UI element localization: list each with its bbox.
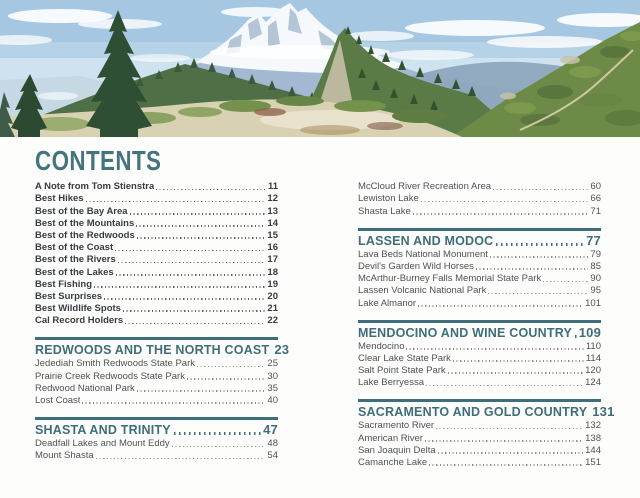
toc-entry-page: 21 (267, 303, 278, 315)
chapter-title: LASSEN AND MODOC (358, 233, 494, 248)
toc-entry-label: Best Wildlife Spots (35, 303, 121, 315)
dot-leader (172, 446, 266, 448)
toc-entry-label: Best Fishing (35, 278, 93, 290)
toc-entry-page: 71 (590, 205, 601, 217)
toc-entry-row (35, 192, 278, 204)
toc-entry-row (35, 437, 278, 449)
dot-leader (438, 452, 584, 454)
toc-entry-row (358, 260, 601, 272)
toc-entry-page: 13 (267, 205, 278, 217)
toc-entry-row (35, 265, 278, 277)
chapter-title: MENDOCINO AND WINE COUNTRY (358, 325, 572, 340)
toc-entry-page: 138 (585, 432, 601, 444)
toc-entry-page: 114 (585, 352, 601, 364)
toc-entry-row (35, 357, 278, 369)
chapter-page: 77 (586, 232, 601, 248)
dot-leader (174, 432, 261, 435)
toc-entry-row (358, 284, 601, 296)
toc-entry-label: Redwood National Park (35, 382, 135, 394)
chapter-title: REDWOODS AND THE NORTH COAST (35, 343, 270, 358)
toc-entry-page: 18 (267, 266, 278, 278)
dot-leader (418, 305, 583, 307)
toc-entry-label: Best of the Bay Area (35, 205, 128, 217)
toc-entry-label: Lava Beds National Monument (358, 248, 488, 260)
toc-entry-row (358, 419, 601, 431)
page-title: CONTENTS (35, 145, 162, 176)
toc-column-left (35, 145, 290, 468)
toc-entry-page: 66 (590, 193, 601, 205)
toc-entry-page: 22 (267, 315, 278, 327)
toc-entry-page: 120 (585, 365, 601, 377)
toc-entry-page: 60 (590, 181, 601, 193)
toc-entry-page: 95 (590, 285, 601, 297)
toc-entry-label: Best of the Coast (35, 242, 114, 254)
toc-entry-row (358, 272, 601, 284)
dot-leader (436, 428, 583, 430)
toc-entry-row (35, 229, 278, 241)
toc-entry-page: 12 (267, 193, 278, 205)
toc-entry-label: Lewiston Lake (358, 193, 419, 205)
toc-entry-label: Jedediah Smith Redwoods State Park (35, 358, 196, 370)
toc-entry-page: 54 (267, 450, 278, 462)
toc-entry-page: 16 (267, 242, 278, 254)
toc-entry-row (35, 394, 278, 406)
toc-sections-right (358, 180, 615, 468)
toc-entry-label: Cal Record Holders (35, 315, 124, 327)
toc-entry-label: San Joaquin Delta (358, 444, 436, 456)
dot-leader (137, 237, 266, 239)
dot-leader (104, 298, 265, 300)
contents-body (0, 137, 640, 468)
dot-leader (96, 458, 266, 460)
chapter-rule (358, 320, 601, 323)
toc-entry-row (358, 376, 601, 388)
dot-leader (187, 378, 265, 380)
chapter-rule (35, 337, 278, 340)
dot-leader (130, 213, 266, 215)
toc-entry-page: 101 (585, 297, 601, 309)
toc-entry-row (358, 340, 601, 352)
toc-entry-label: Mendocino (358, 340, 405, 352)
toc-entry-page: 151 (585, 457, 601, 468)
toc-entry-row (35, 253, 278, 265)
toc-entry-row (358, 364, 601, 376)
dot-leader (413, 213, 589, 215)
toc-entry-label: Camanche Lake (358, 457, 428, 468)
toc-entry-label: A Note from Tom Stienstra (35, 181, 155, 193)
dot-leader (94, 286, 265, 288)
dot-leader (123, 310, 265, 312)
toc-entry-page: 20 (267, 290, 278, 302)
toc-entry-row (35, 241, 278, 253)
toc-entry-page: 144 (585, 444, 601, 456)
chapter-rule (35, 417, 278, 420)
toc-entry-label: Best of the Mountains (35, 217, 135, 229)
chapter-rule (358, 399, 601, 402)
toc-entry-label: Devil's Garden Wild Horses (358, 260, 474, 272)
toc-entry-row (358, 431, 601, 443)
chapter-title: SHASTA AND TRINITY (35, 423, 171, 437)
toc-entry-label: Best of the Lakes (35, 266, 114, 278)
toc-entry-row (35, 180, 278, 192)
dot-leader (125, 323, 265, 325)
toc-entry-label: Prairie Creek Redwoods State Park (35, 370, 185, 382)
dot-leader (453, 360, 584, 362)
toc-entry-row (358, 456, 601, 468)
toc-entry-row (35, 302, 278, 314)
toc-chapter (35, 337, 290, 406)
toc-entry-row (35, 217, 278, 229)
toc-entry-label: Best Hikes (35, 193, 84, 205)
toc-entry-label: American River (358, 432, 423, 444)
toc-entry-row (35, 369, 278, 381)
dot-leader (429, 464, 583, 466)
dot-leader (448, 372, 583, 374)
dot-leader (476, 268, 589, 270)
chapter-page: 131 (592, 404, 615, 420)
toc-entry-page: 85 (590, 260, 601, 272)
toc-entry-label: McArthur-Burney Falls Memorial State Park (358, 273, 542, 285)
toc-entry-page: 48 (267, 438, 278, 450)
dot-leader (137, 390, 266, 392)
toc-entry-page: 132 (585, 420, 601, 432)
toc-entry-page: 40 (267, 395, 278, 406)
toc-entry-row (35, 290, 278, 302)
toc-entry-page: 90 (590, 273, 601, 285)
dot-leader (543, 281, 588, 283)
toc-entry-label: Best of the Rivers (35, 254, 116, 266)
chapter-rule (358, 228, 601, 231)
chapter-page: 23 (274, 342, 290, 358)
toc-sections-left (35, 180, 290, 462)
toc-entry-row (35, 314, 278, 326)
toc-entry-row (358, 192, 601, 204)
toc-entry-label: McCloud River Recreation Area (358, 181, 492, 193)
toc-entry-label: Best of the Redwoods (35, 229, 135, 241)
toc-entry-label: Lost Coast (35, 395, 81, 406)
toc-list (358, 180, 601, 217)
hero-photo (0, 0, 640, 137)
toc-entry-label: Deadfall Lakes and Mount Eddy (35, 438, 170, 450)
toc-chapter (358, 228, 601, 309)
dot-leader (488, 293, 588, 295)
dot-leader (115, 250, 265, 252)
chapter-title: SACRAMENTO AND GOLD COUNTRY (358, 405, 588, 420)
dot-leader (493, 189, 588, 191)
toc-entry-page: 35 (267, 382, 278, 394)
dot-leader (425, 440, 583, 442)
toc-entry-label: Lake Berryessa (358, 377, 425, 389)
dot-leader (496, 243, 584, 246)
dot-leader (118, 262, 266, 264)
toc-entry-label: Best Surprises (35, 290, 103, 302)
dot-leader (86, 201, 266, 203)
toc-entry-page: 124 (585, 377, 601, 389)
toc-entry-label: Mount Shasta (35, 450, 94, 462)
toc-column-right (358, 146, 615, 468)
toc-chapter (358, 399, 615, 468)
chapter-page: 109 (578, 324, 601, 340)
dot-leader (490, 256, 589, 258)
toc-entry-label: Clear Lake State Park (358, 352, 451, 364)
toc-entry-row (358, 180, 601, 192)
dot-leader (82, 402, 265, 404)
dot-leader (197, 366, 265, 368)
toc-entry-page: 30 (267, 370, 278, 382)
toc-entry-label: Lake Almanor (358, 297, 417, 309)
dot-leader (116, 274, 266, 276)
chapter-heading-row (35, 422, 278, 437)
toc-entry-row (358, 296, 601, 308)
chapter-heading-row (358, 233, 601, 248)
dot-leader (406, 348, 583, 350)
distant-lake (38, 92, 78, 100)
dot-leader (136, 225, 265, 227)
toc-entry-page: 11 (267, 181, 278, 193)
toc-entry-row (35, 382, 278, 394)
chapter-heading-row (358, 404, 615, 420)
toc-entry-page: 19 (267, 278, 278, 290)
dot-leader (156, 189, 266, 191)
chapter-page: 47 (263, 422, 278, 437)
toc-entry-page: 14 (267, 217, 278, 229)
toc-entry-page: 17 (267, 254, 278, 266)
toc-entry-label: Salt Point State Park (358, 365, 446, 377)
toc-entry-page: 15 (267, 229, 278, 241)
dot-leader (426, 385, 583, 387)
toc-entry-label: Sacramento River (358, 420, 435, 432)
toc-entry-page: 110 (585, 340, 601, 352)
toc-entry-row (35, 449, 278, 461)
toc-chapter (358, 320, 601, 389)
toc-chapter (35, 417, 278, 461)
dot-leader (421, 201, 589, 203)
toc-entry-row (358, 444, 601, 456)
toc-list (35, 180, 278, 326)
toc-entry-page: 79 (590, 248, 601, 260)
toc-entry-row (35, 204, 278, 216)
toc-entry-row (35, 278, 278, 290)
toc-entry-page: 25 (267, 358, 278, 370)
chapter-heading-row (358, 325, 601, 340)
toc-entry-row (358, 204, 601, 216)
dot-leader (575, 335, 577, 338)
toc-entry-row (358, 248, 601, 260)
toc-entry-label: Shasta Lake (358, 205, 411, 217)
chapter-heading-row (35, 342, 290, 358)
toc-entry-label: Lassen Volcanic National Park (358, 285, 487, 297)
toc-entry-row (358, 352, 601, 364)
